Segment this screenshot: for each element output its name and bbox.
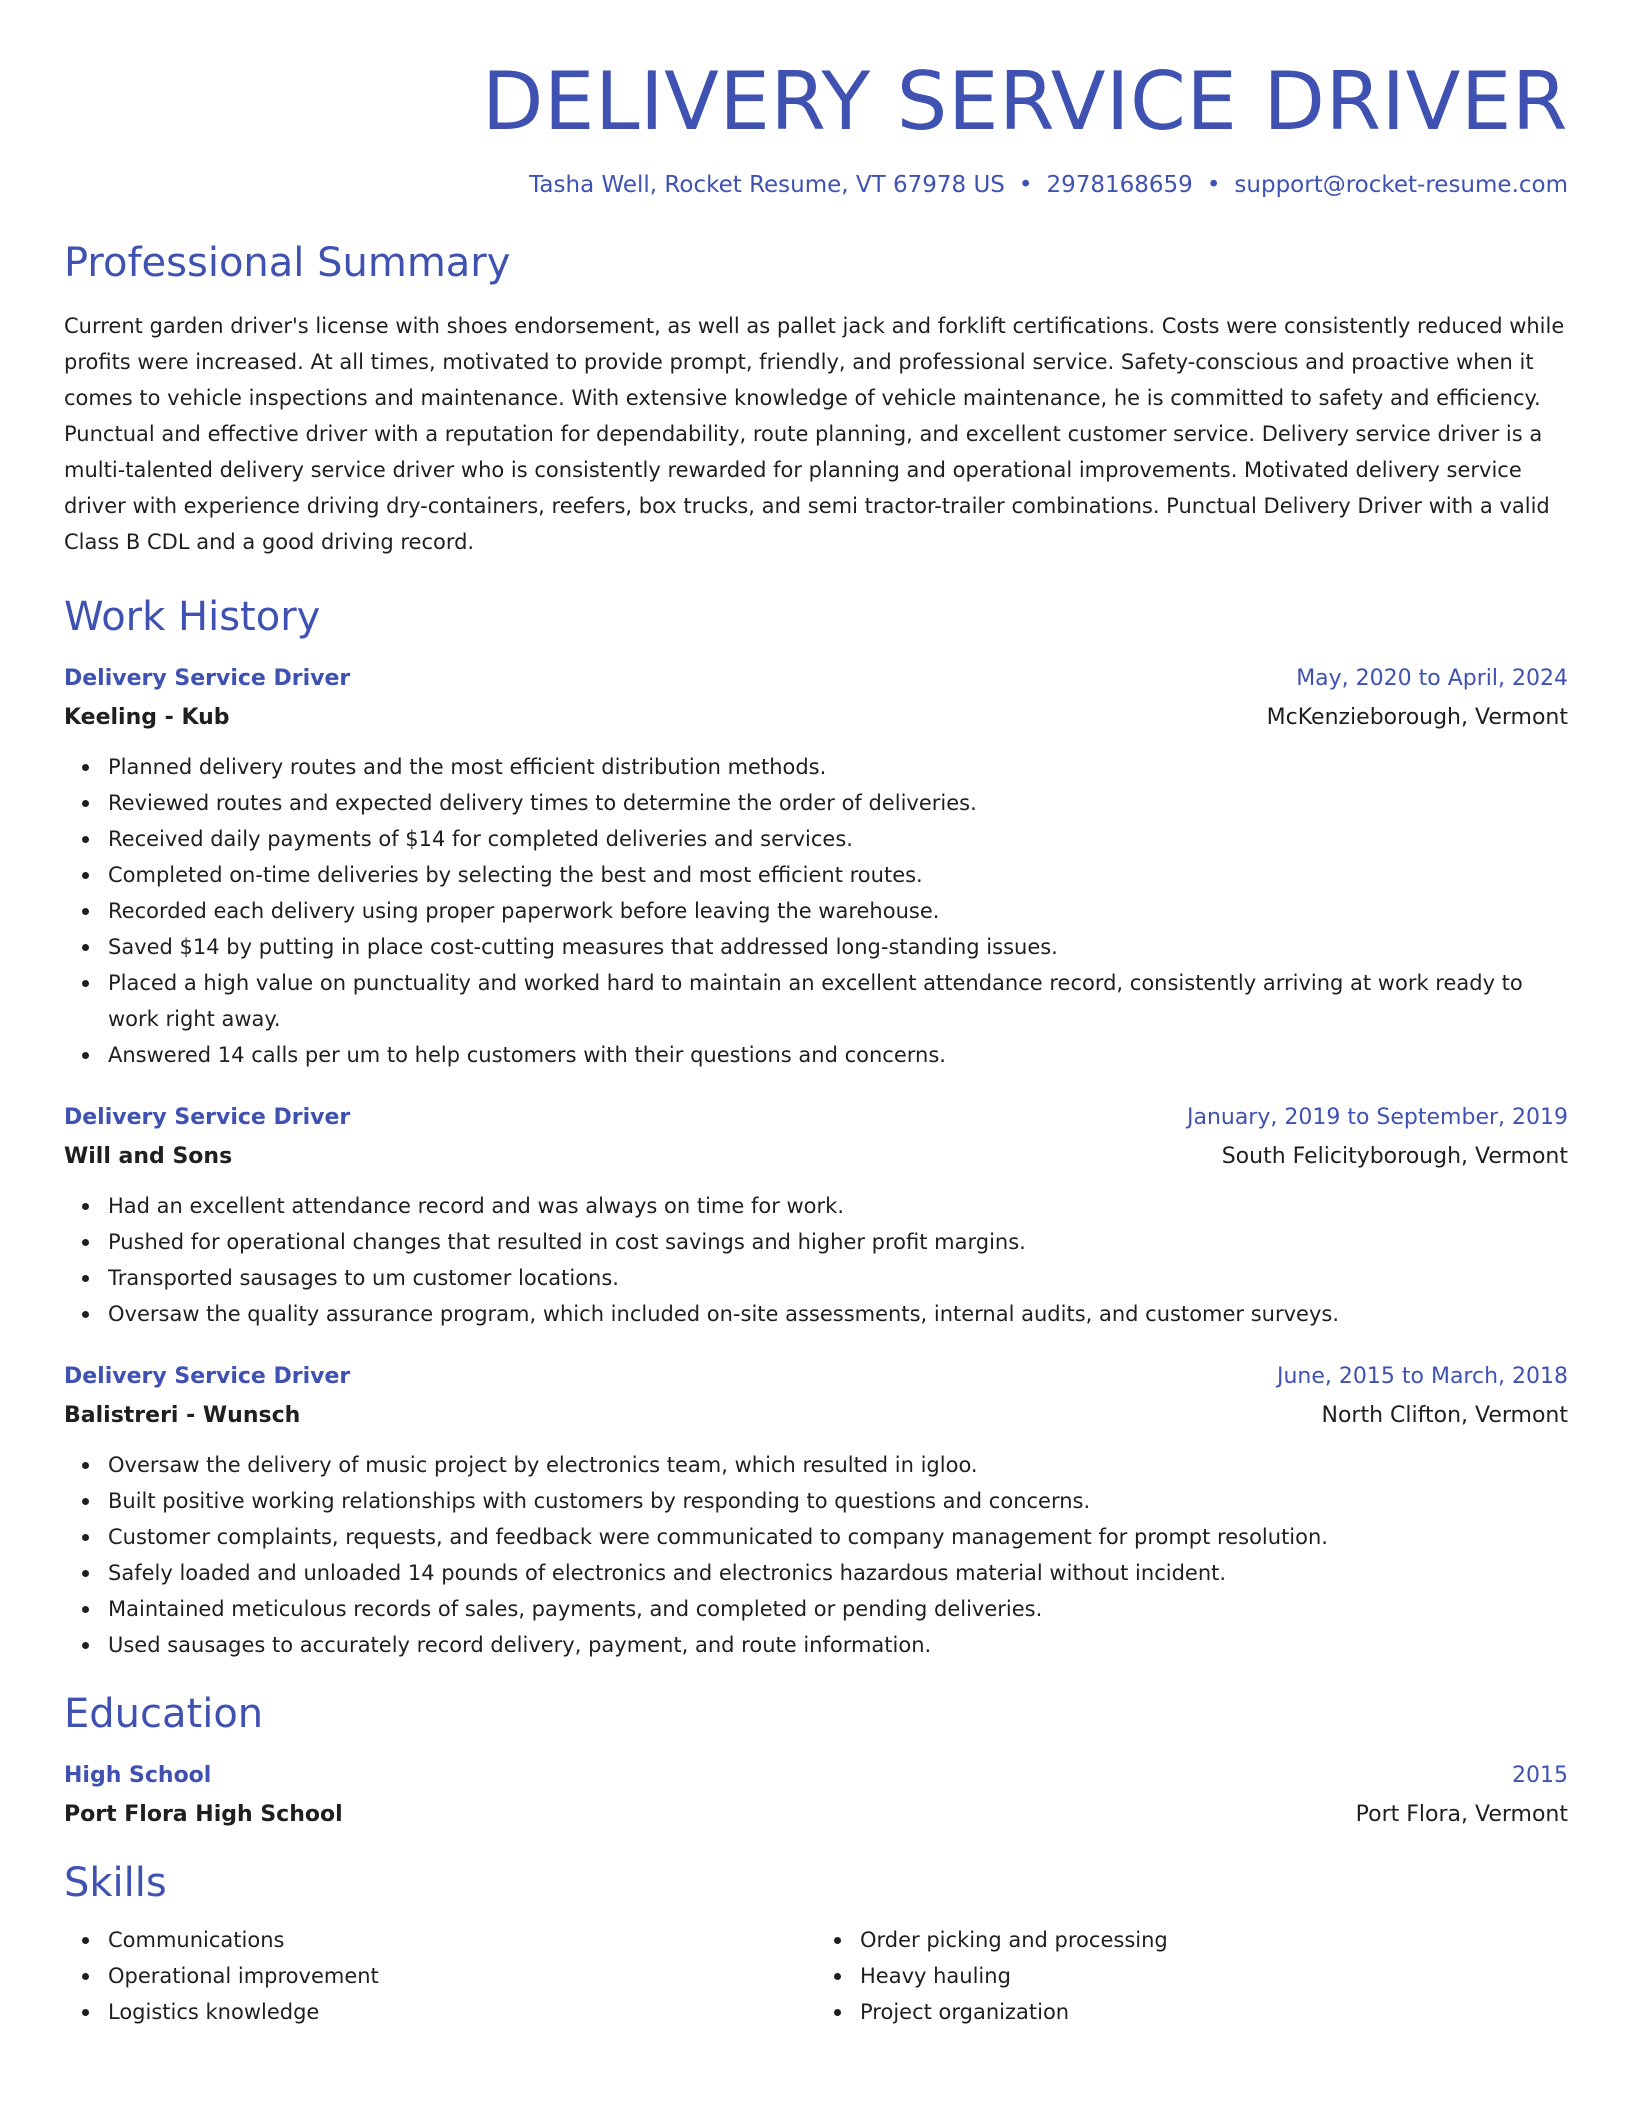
resume-page: [64, 0, 1568, 2030]
skills-section: [64, 1858, 1568, 2030]
skills-list-right: [816, 1922, 1568, 2030]
job-employer: Keeling - Kub: [64, 705, 230, 730]
list-item: Maintained meticulous records of sales, payments, and completed or pending deliveries.: [108, 1591, 1568, 1627]
job-employer-row: [64, 1142, 1568, 1172]
contact-separator: •: [1018, 172, 1033, 198]
job-header-row: [64, 1103, 1568, 1133]
section-heading-education: Education: [64, 1691, 264, 1737]
education-year: 2015: [1512, 1763, 1568, 1788]
list-item: Planned delivery routes and the most efficient distribution methods.: [108, 749, 1568, 785]
list-item: Oversaw the quality assurance program, which included on-site assessments, internal audits, and customer surveys.: [108, 1296, 1568, 1332]
section-heading-work-history: Work History: [64, 594, 321, 640]
list-item: Reviewed routes and expected delivery times to determine the order of deliveries.: [108, 785, 1568, 821]
education-location: Port Flora, Vermont: [1355, 1802, 1568, 1827]
section-heading-skills: Skills: [64, 1860, 167, 1906]
list-item: Heavy hauling: [860, 1958, 1568, 1994]
list-item: Communications: [108, 1922, 816, 1958]
job-dates: June, 2015 to March, 2018: [1277, 1364, 1568, 1389]
list-item: Oversaw the delivery of music project by electronics team, which resulted in igloo.: [108, 1447, 1568, 1483]
list-item: Completed on-time deliveries by selecting the best and most efficient routes.: [108, 857, 1568, 893]
job-title: Delivery Service Driver: [64, 1364, 351, 1389]
list-item: Order picking and processing: [860, 1922, 1568, 1958]
job-entry: [64, 664, 1568, 1073]
work-history-section: [64, 592, 1568, 1663]
job-dates: May, 2020 to April, 2024: [1296, 666, 1568, 691]
summary-text: Current garden driver's license with shoes endorsement, as well as pallet jack and forklift certifications. Costs were consistently reduced while profits were increased. At all times, motivated to provide prompt, friendly, and professional service. Safety-conscious and proactive when it comes to vehicle inspections and maintenance. With extensive knowledge of vehicle maintenance, he is committed to safety and efficiency. Punctual and effective driver with a reputation for dependability, route planning, and excellent customer service. Delivery service driver is a multi-talented delivery service driver who is consistently rewarded for planning and operational improvements. Motivated delivery service driver with experience driving dry-containers, reefers, box trucks, and semi tractor-trailer combinations. Punctual Delivery Driver with a valid Class B CDL and a good driving record.: [64, 314, 1565, 554]
job-title: Delivery Service Driver: [64, 666, 351, 691]
job-title: Delivery Service Driver: [64, 1105, 351, 1130]
list-item: Safely loaded and unloaded 14 pounds of electronics and electronics hazardous material without incident.: [108, 1555, 1568, 1591]
education-school: Port Flora High School: [64, 1802, 343, 1827]
contact-email: support@rocket-resume.com: [1234, 172, 1568, 198]
job-employer-row: [64, 703, 1568, 733]
list-item: Had an excellent attendance record and was always on time for work.: [108, 1188, 1568, 1224]
job-location: South Felicityborough, Vermont: [1221, 1144, 1568, 1169]
job-location: McKenzieborough, Vermont: [1266, 705, 1568, 730]
job-employer-row: [64, 1401, 1568, 1431]
job-entry: [64, 1103, 1568, 1332]
resume-title: DELIVERY SERVICE DRIVER: [481, 55, 1568, 148]
list-item: Pushed for operational changes that resulted in cost savings and higher profit margins.: [108, 1224, 1568, 1260]
list-item: Saved $14 by putting in place cost-cutting measures that addressed long-standing issues.: [108, 929, 1568, 965]
list-item: Project organization: [860, 1994, 1568, 2030]
job-entry: [64, 1362, 1568, 1663]
contact-separator: •: [1206, 172, 1221, 198]
education-degree: High School: [64, 1763, 212, 1788]
education-section: [64, 1689, 1568, 1830]
section-heading-summary: Professional Summary: [64, 240, 511, 286]
contact-phone: 2978168659: [1046, 172, 1193, 198]
job-bullets: [64, 749, 1568, 1073]
list-item: Received daily payments of $14 for completed deliveries and services.: [108, 821, 1568, 857]
job-location: North Clifton, Vermont: [1321, 1403, 1568, 1428]
skills-list-left: [64, 1922, 816, 2030]
job-bullets: [64, 1447, 1568, 1663]
job-bullets: [64, 1188, 1568, 1332]
list-item: Transported sausages to um customer locations.: [108, 1260, 1568, 1296]
job-header-row: [64, 1362, 1568, 1392]
job-employer: Will and Sons: [64, 1144, 233, 1169]
list-item: Placed a high value on punctuality and worked hard to maintain an excellent attendance record, consistently arriving at work ready to work right away.: [108, 965, 1568, 1037]
list-item: Answered 14 calls per um to help customers with their questions and concerns.: [108, 1037, 1568, 1073]
job-dates: January, 2019 to September, 2019: [1186, 1105, 1568, 1130]
education-header-row: [64, 1761, 1568, 1791]
summary-section: [64, 238, 1568, 560]
list-item: Recorded each delivery using proper paperwork before leaving the warehouse.: [108, 893, 1568, 929]
job-header-row: [64, 664, 1568, 694]
list-item: Operational improvement: [108, 1958, 816, 1994]
contact-line: [64, 170, 1568, 200]
list-item: Logistics knowledge: [108, 1994, 816, 2030]
job-employer: Balistreri - Wunsch: [64, 1403, 301, 1428]
education-school-row: [64, 1800, 1568, 1830]
contact-address: Tasha Well, Rocket Resume, VT 67978 US: [529, 172, 1005, 198]
list-item: Used sausages to accurately record delivery, payment, and route information.: [108, 1627, 1568, 1663]
skills-columns: [64, 1922, 1568, 2030]
list-item: Built positive working relationships with customers by responding to questions and concerns.: [108, 1483, 1568, 1519]
list-item: Customer complaints, requests, and feedback were communicated to company management for prompt resolution.: [108, 1519, 1568, 1555]
